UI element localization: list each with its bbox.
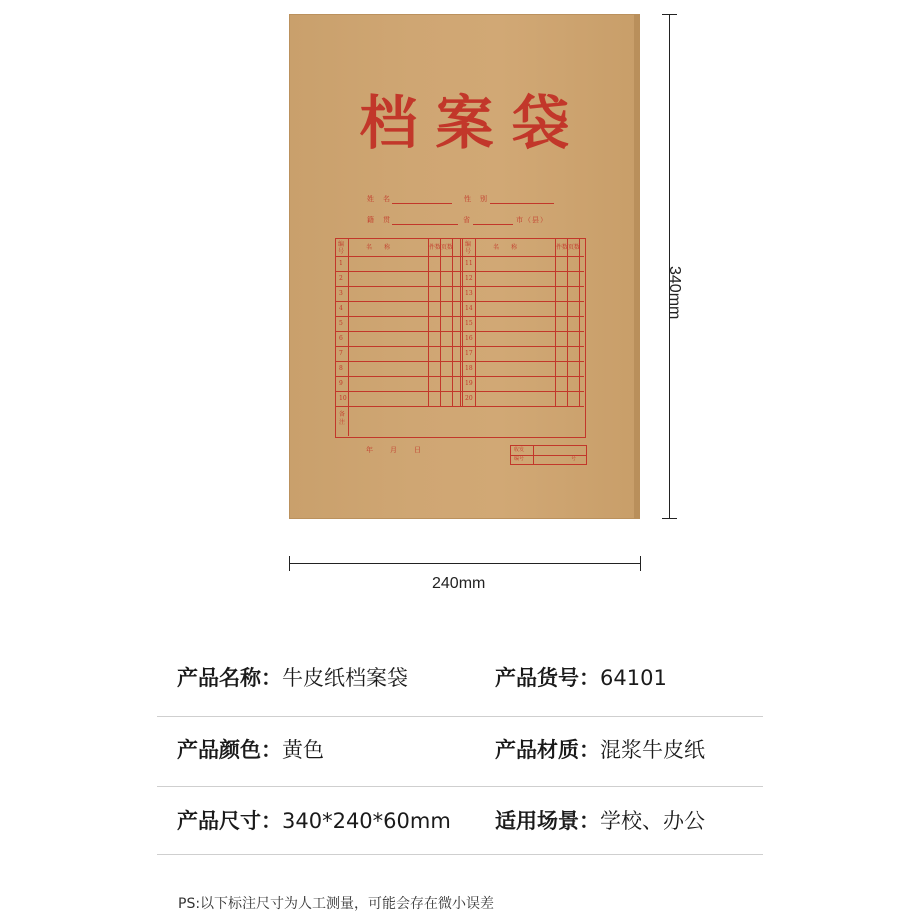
row-number: 2: [339, 275, 343, 282]
table-col-line: [348, 239, 349, 406]
row-number: 18: [465, 365, 473, 372]
row-number: 9: [339, 380, 343, 387]
spec-value: 学校、办公: [600, 809, 705, 833]
spec-product-size: [177, 801, 451, 841]
field-gender-line: [490, 203, 554, 204]
header-no: 号: [465, 248, 472, 255]
header-pages: 页数: [441, 244, 454, 251]
table-col-line: [452, 239, 453, 406]
table-col-line: [475, 239, 476, 406]
width-dimension-cap-left: [289, 556, 290, 571]
stamp-row2: 编号: [514, 456, 525, 462]
width-dimension-label: 240mm: [432, 575, 486, 592]
row-number: 15: [465, 320, 473, 327]
row-number: 20: [465, 395, 473, 402]
table-col-line: [579, 239, 580, 406]
spec-product-name: [177, 658, 408, 698]
header-count: 件数: [556, 244, 569, 251]
table-col-line: [567, 239, 568, 406]
spec-product-color: [177, 730, 324, 770]
field-gender-label: 性 别: [464, 195, 488, 203]
spec-value: 黄色: [282, 738, 324, 762]
header-count: 件数: [429, 244, 442, 251]
row-number: 5: [339, 320, 343, 327]
spec-row-3: [157, 801, 763, 841]
field-name-line: [392, 203, 452, 204]
spec-value: 牛皮纸档案袋: [282, 666, 408, 690]
table-row-line: [336, 406, 584, 407]
row-number: 10: [339, 395, 347, 402]
spec-label: 产品名称：: [177, 666, 282, 690]
stamp-col-line: [533, 446, 534, 464]
row-number: 12: [465, 275, 473, 282]
stamp-unit: 号: [571, 456, 577, 462]
remark-label: 注: [339, 419, 346, 426]
stamp-box: [510, 445, 587, 465]
spec-label: 产品颜色：: [177, 738, 282, 762]
table-half-divider: [460, 239, 461, 406]
height-dimension-label: 340mm: [666, 266, 683, 320]
spec-label: 产品材质：: [495, 738, 600, 762]
row-number: 1: [339, 260, 343, 267]
row-number: 8: [339, 365, 343, 372]
header-pages: 页数: [568, 244, 581, 251]
row-number: 19: [465, 380, 473, 387]
remark-col-line: [348, 406, 349, 436]
header-name: 名 称: [493, 244, 518, 251]
header-name: 名 称: [366, 244, 391, 251]
row-number: 16: [465, 335, 473, 342]
spec-value: 混浆牛皮纸: [600, 738, 705, 762]
width-dimension-line: [289, 563, 641, 564]
spec-product-material: [495, 730, 705, 770]
field-province-label: 省: [463, 216, 471, 224]
header-no: 编: [465, 241, 472, 248]
table-col-line: [428, 239, 429, 406]
spec-divider-3: [157, 854, 763, 855]
field-origin-line: [392, 224, 458, 225]
spec-label: 适用场景：: [495, 809, 600, 833]
remark-label: 备: [339, 411, 346, 418]
height-dimension-cap-top: [662, 14, 677, 15]
row-number: 7: [339, 350, 343, 357]
row-number: 11: [465, 260, 473, 267]
header-no: 号: [338, 248, 345, 255]
width-dimension-cap-right: [640, 556, 641, 571]
table-col-line: [555, 239, 556, 406]
row-number: 17: [465, 350, 473, 357]
row-number: 6: [339, 335, 343, 342]
spec-label: 产品尺寸：: [177, 809, 282, 833]
envelope-gusset: [634, 14, 640, 519]
row-number: 13: [465, 290, 473, 297]
field-name-label: 姓 名: [367, 195, 391, 203]
date-label: 年 月 日: [366, 446, 422, 454]
row-number: 14: [465, 305, 473, 312]
field-city-label: 市（县）: [516, 216, 548, 224]
envelope-title: 档案袋: [359, 89, 588, 157]
spec-row-1: [157, 658, 763, 698]
field-origin-label: 籍 贯: [367, 216, 391, 224]
record-table: [335, 238, 586, 438]
stamp-row1: 收发: [514, 447, 525, 453]
table-col-line: [440, 239, 441, 406]
spec-value: 64101: [600, 666, 667, 690]
spec-value: 340*240*60mm: [282, 809, 451, 833]
spec-product-code: [495, 658, 667, 698]
table-half-divider: [462, 239, 463, 406]
row-number: 4: [339, 305, 343, 312]
spec-label: 产品货号：: [495, 666, 600, 690]
field-province-line: [473, 224, 513, 225]
height-dimension-cap-bottom: [662, 518, 677, 519]
header-no: 编: [338, 241, 345, 248]
measurement-note: PS:以下标注尺寸为人工测量，可能会存在微小误差: [178, 896, 495, 912]
spec-usage-scenario: [495, 801, 705, 841]
spec-divider-1: [157, 716, 763, 717]
row-number: 3: [339, 290, 343, 297]
spec-divider-2: [157, 786, 763, 787]
spec-row-2: [157, 730, 763, 770]
